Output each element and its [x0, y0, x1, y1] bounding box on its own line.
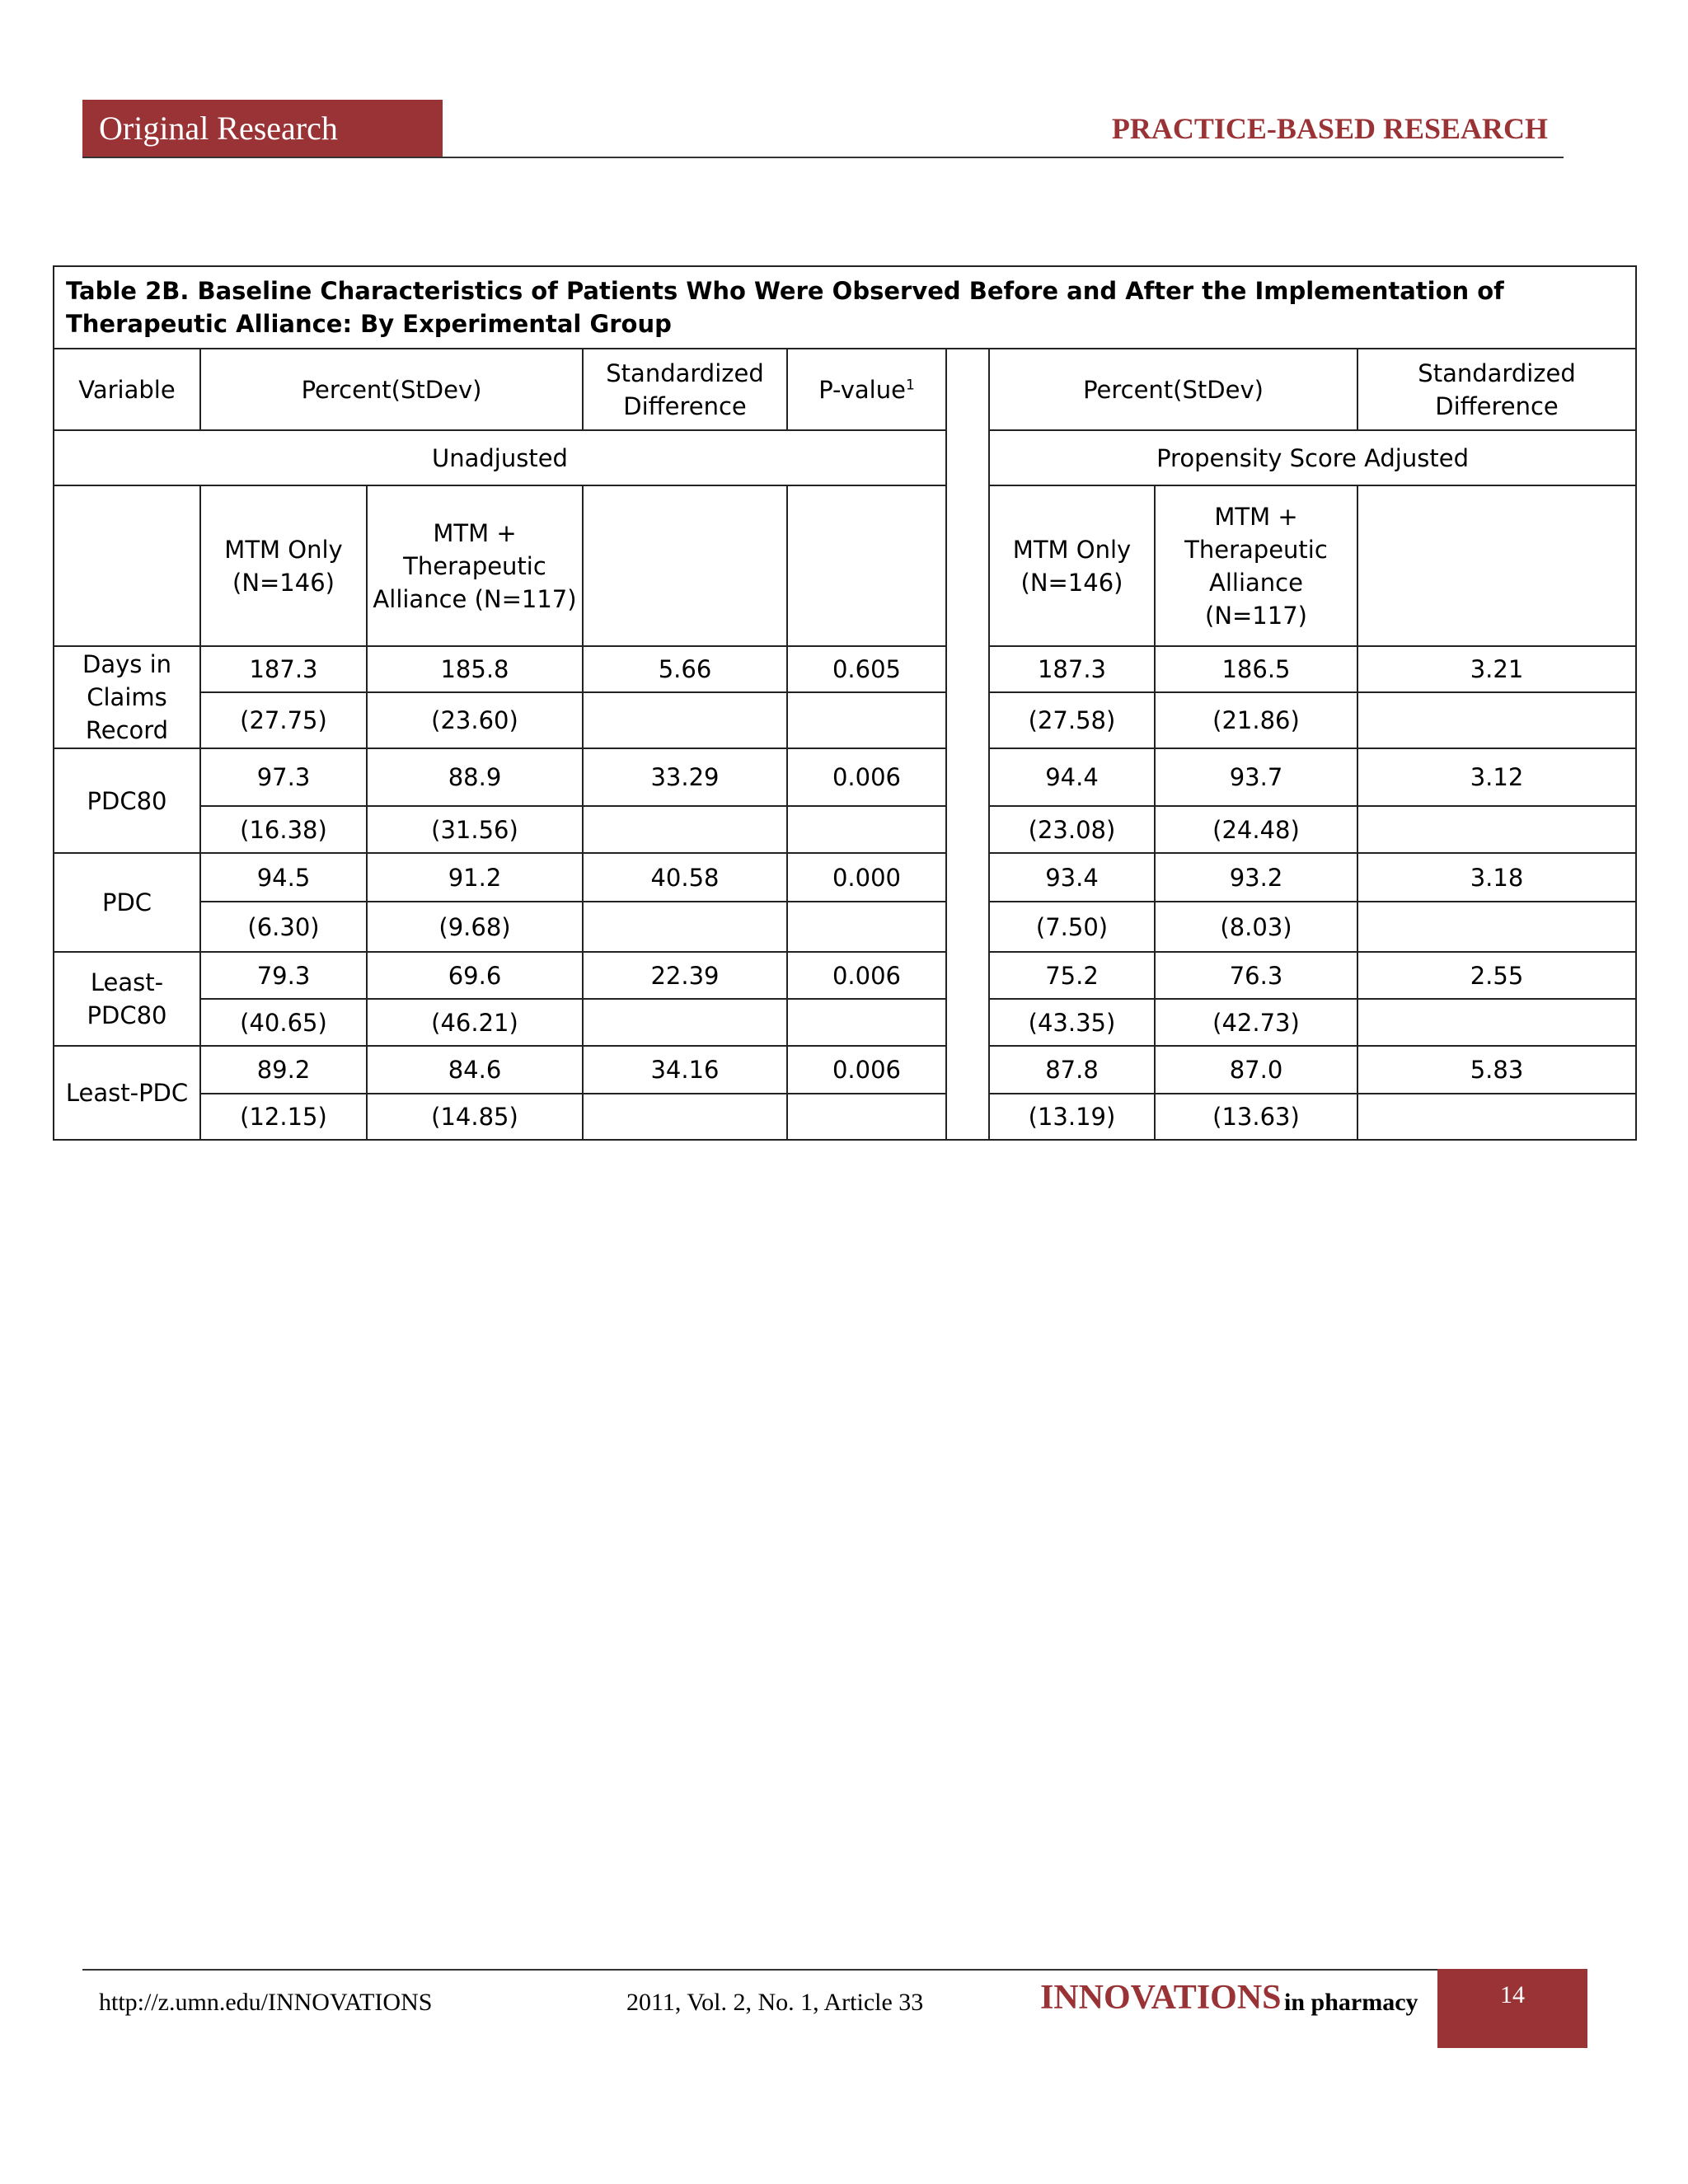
- cell-adj-std-diff: 5.83: [1357, 1046, 1636, 1094]
- cell-adj-sd-mtm: (13.19): [989, 1094, 1155, 1140]
- cell-mean-ta: 88.9: [367, 748, 583, 806]
- cell-std-diff: 33.29: [583, 748, 787, 806]
- column-header-variable: Variable: [54, 349, 200, 430]
- cell-std-diff: 22.39: [583, 952, 787, 999]
- cell-sd-mtm: (6.30): [200, 902, 367, 952]
- cell-adj-std-diff: 3.18: [1357, 853, 1636, 902]
- column-gap: [946, 1094, 989, 1140]
- group-header-adjusted: Propensity Score Adjusted: [989, 430, 1636, 485]
- journal-brand-suffix: in pharmacy: [1284, 1989, 1418, 2016]
- cell-empty: [583, 1094, 787, 1140]
- column-gap: [946, 952, 989, 999]
- cell-adj-std-diff: 3.12: [1357, 748, 1636, 806]
- cell-adj-sd-mtm: (23.08): [989, 806, 1155, 853]
- cell-sd-mtm: (12.15): [200, 1094, 367, 1140]
- row-variable: Least-PDC: [54, 1046, 200, 1140]
- cell-mean-ta: 84.6: [367, 1046, 583, 1094]
- cell-empty: [787, 1094, 946, 1140]
- cell-adj-sd-mtm: (7.50): [989, 902, 1155, 952]
- row-variable: PDC: [54, 853, 200, 952]
- cell-adj-mean-ta: 93.2: [1155, 853, 1357, 902]
- column-gap: [946, 1046, 989, 1094]
- table-row-sd: [54, 1094, 1636, 1140]
- cell-std-diff: 40.58: [583, 853, 787, 902]
- cell-adj-std-diff: 2.55: [1357, 952, 1636, 999]
- footer-url: http://z.umn.edu/INNOVATIONS: [99, 1989, 433, 2016]
- cell-adj-mean-mtm: 87.8: [989, 1046, 1155, 1094]
- cell-sd-ta: (9.68): [367, 902, 583, 952]
- column-gap: [946, 646, 989, 692]
- table-row-mean: [54, 1046, 1636, 1094]
- cell-empty: [1357, 806, 1636, 853]
- column-header-percent: Percent(StDev): [200, 349, 583, 430]
- cell-adj-sd-ta: (42.73): [1155, 999, 1357, 1046]
- column-header-std-diff: Standardized Difference: [583, 349, 787, 430]
- table-row-mean: [54, 952, 1636, 999]
- cell-sd-mtm: (40.65): [200, 999, 367, 1046]
- cell-mean-ta: 69.6: [367, 952, 583, 999]
- table-caption: Table 2B. Baseline Characteristics of Patients Who Were Observed Before and After the Implementation of Therapeutic Alliance: By Experimental Group: [54, 266, 1636, 349]
- cell-adj-sd-ta: (8.03): [1155, 902, 1357, 952]
- cell-pvalue: 0.605: [787, 646, 946, 692]
- cell-mean-mtm: 94.5: [200, 853, 367, 902]
- subheader-empty: [1357, 485, 1636, 646]
- row-variable: PDC80: [54, 748, 200, 853]
- cell-adj-mean-ta: 93.7: [1155, 748, 1357, 806]
- row-variable: Days in Claims Record: [54, 646, 200, 748]
- cell-empty: [787, 999, 946, 1046]
- table-row-sd: [54, 902, 1636, 952]
- cell-adj-mean-mtm: 75.2: [989, 952, 1155, 999]
- cell-mean-mtm: 79.3: [200, 952, 367, 999]
- cell-sd-ta: (31.56): [367, 806, 583, 853]
- table-row-mean: [54, 748, 1636, 806]
- column-gap: [946, 692, 989, 748]
- subheader-empty: [54, 485, 200, 646]
- cell-adj-mean-ta: 186.5: [1155, 646, 1357, 692]
- cell-adj-mean-mtm: 93.4: [989, 853, 1155, 902]
- cell-adj-sd-ta: (24.48): [1155, 806, 1357, 853]
- cell-adj-sd-mtm: (43.35): [989, 999, 1155, 1046]
- subheader-empty: [787, 485, 946, 646]
- subheader-mtm-only: MTM Only (N=146): [200, 485, 367, 646]
- baseline-characteristics-table: [53, 265, 1637, 1141]
- cell-sd-mtm: (16.38): [200, 806, 367, 853]
- cell-empty: [787, 902, 946, 952]
- group-header-unadjusted: Unadjusted: [54, 430, 946, 485]
- column-header-std-diff-adjusted: Standardized Difference: [1357, 349, 1636, 430]
- cell-empty: [1357, 1094, 1636, 1140]
- column-header-pvalue: P-value$^1$: [787, 349, 946, 430]
- cell-empty: [1357, 692, 1636, 748]
- journal-brand: INNOVATIONS: [1040, 1979, 1282, 2017]
- cell-mean-ta: 185.8: [367, 646, 583, 692]
- cell-sd-ta: (46.21): [367, 999, 583, 1046]
- column-header-percent-adjusted: Percent(StDev): [989, 349, 1357, 430]
- column-gap: [946, 902, 989, 952]
- cell-empty: [1357, 902, 1636, 952]
- table-row-mean: [54, 853, 1636, 902]
- cell-adj-sd-mtm: (27.58): [989, 692, 1155, 748]
- column-gap: [946, 748, 989, 806]
- subheader-mtm-only-adjusted: MTM Only (N=146): [989, 485, 1155, 646]
- cell-empty: [787, 692, 946, 748]
- cell-empty: [787, 806, 946, 853]
- cell-mean-mtm: 97.3: [200, 748, 367, 806]
- footer-citation: 2011, Vol. 2, No. 1, Article 33: [626, 1989, 924, 2016]
- cell-adj-sd-ta: (21.86): [1155, 692, 1357, 748]
- header-rule: [82, 157, 1564, 158]
- category-label: PRACTICE-BASED RESEARCH: [1111, 112, 1548, 145]
- cell-mean-mtm: 89.2: [200, 1046, 367, 1094]
- column-gap: [946, 853, 989, 902]
- cell-pvalue: 0.006: [787, 952, 946, 999]
- cell-adj-mean-ta: 76.3: [1155, 952, 1357, 999]
- table-row-sd: [54, 692, 1636, 748]
- cell-adj-mean-mtm: 94.4: [989, 748, 1155, 806]
- page-number: 14: [1437, 1969, 1587, 2048]
- table-row-sd: [54, 999, 1636, 1046]
- subheader-mtm-ta: MTM + Therapeutic Alliance (N=117): [367, 485, 583, 646]
- cell-std-diff: 5.66: [583, 646, 787, 692]
- cell-pvalue: 0.006: [787, 748, 946, 806]
- cell-sd-ta: (14.85): [367, 1094, 583, 1140]
- cell-sd-mtm: (27.75): [200, 692, 367, 748]
- cell-pvalue: 0.000: [787, 853, 946, 902]
- cell-adj-mean-ta: 87.0: [1155, 1046, 1357, 1094]
- column-gap: [946, 349, 989, 430]
- column-gap: [946, 430, 989, 485]
- cell-empty: [583, 692, 787, 748]
- column-gap: [946, 999, 989, 1046]
- cell-sd-ta: (23.60): [367, 692, 583, 748]
- cell-mean-ta: 91.2: [367, 853, 583, 902]
- cell-mean-mtm: 187.3: [200, 646, 367, 692]
- cell-std-diff: 34.16: [583, 1046, 787, 1094]
- table-row-sd: [54, 806, 1636, 853]
- cell-adj-mean-mtm: 187.3: [989, 646, 1155, 692]
- subheader-empty: [583, 485, 787, 646]
- section-label: Original Research: [82, 100, 443, 157]
- column-gap: [946, 485, 989, 646]
- cell-empty: [1357, 999, 1636, 1046]
- cell-pvalue: 0.006: [787, 1046, 946, 1094]
- cell-empty: [583, 806, 787, 853]
- cell-empty: [583, 999, 787, 1046]
- column-gap: [946, 806, 989, 853]
- footer-rule: [82, 1969, 1438, 1971]
- subheader-mtm-ta-adjusted: MTM + Therapeutic Alliance (N=117): [1155, 485, 1357, 646]
- cell-adj-std-diff: 3.21: [1357, 646, 1636, 692]
- cell-empty: [583, 902, 787, 952]
- row-variable: Least-PDC80: [54, 952, 200, 1046]
- table-row-mean: [54, 646, 1636, 692]
- cell-adj-sd-ta: (13.63): [1155, 1094, 1357, 1140]
